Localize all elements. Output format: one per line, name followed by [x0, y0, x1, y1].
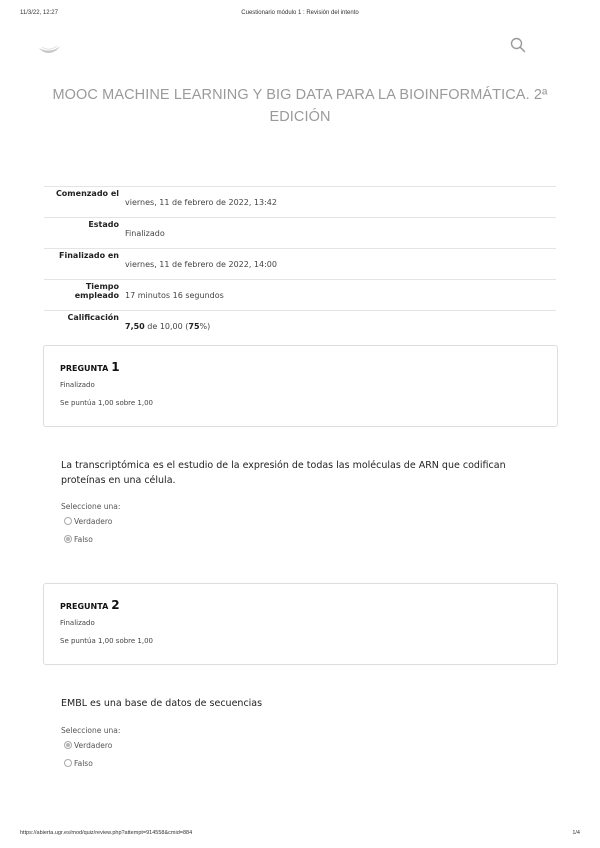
summary-value: 17 minutos 16 segundos	[125, 291, 224, 300]
grade-of: de 10,00 (	[144, 322, 189, 331]
grade-value	[125, 322, 210, 331]
course-title	[40, 84, 560, 128]
radio-unchecked-icon[interactable]	[64, 759, 72, 767]
question-heading	[60, 360, 120, 374]
radio-unchecked-icon[interactable]	[64, 517, 72, 525]
grade-end: %)	[199, 322, 211, 331]
summary-label: Calificación	[67, 313, 119, 322]
radio-checked-icon[interactable]	[64, 535, 72, 543]
question-state: Finalizado	[60, 619, 95, 627]
summary-value: viernes, 11 de febrero de 2022, 13:42	[125, 198, 277, 207]
answer-option-falso[interactable]	[64, 535, 93, 546]
question-label: PREGUNTA	[60, 364, 109, 373]
answer-option-label: Verdadero	[74, 741, 113, 750]
summary-label: Finalizado en	[59, 251, 119, 260]
print-header	[0, 0, 600, 28]
course-title-line2: EDICIÓN	[269, 109, 331, 125]
question-text: EMBL es una base de datos de secuencias	[61, 698, 263, 709]
leaf-swoosh-logo[interactable]	[36, 38, 62, 56]
radio-checked-icon[interactable]	[64, 741, 72, 749]
print-page-title: Cuestionario módulo 1 : Revisión del intento	[241, 10, 359, 16]
question-info-box	[43, 345, 558, 427]
print-footer	[0, 826, 600, 840]
summary-row-grade	[44, 310, 556, 341]
summary-value: viernes, 11 de febrero de 2022, 14:00	[125, 260, 277, 269]
question-info-box	[43, 583, 558, 665]
summary-label: Tiempo empleado	[74, 282, 119, 300]
grade-percent: 75	[188, 322, 200, 331]
question-number: 1	[111, 360, 120, 374]
answer-prompt: Seleccione una:	[61, 726, 121, 735]
summary-row-state	[44, 217, 556, 248]
question-grade: Se puntúa 1,00 sobre 1,00	[60, 637, 154, 645]
summary-label: Comenzado el	[55, 189, 119, 198]
print-page-number: 1/4	[572, 830, 580, 836]
question-grade: Se puntúa 1,00 sobre 1,00	[60, 399, 154, 407]
print-date: 11/3/22, 12:27	[20, 10, 58, 16]
attempt-summary-table	[44, 186, 556, 341]
answer-option-label: Verdadero	[74, 517, 113, 526]
summary-row-started	[44, 186, 556, 217]
answer-option-label: Falso	[74, 759, 93, 768]
summary-row-time	[44, 279, 556, 310]
question-label: PREGUNTA	[60, 602, 109, 611]
question-number: 2	[111, 598, 120, 612]
answer-option-falso[interactable]	[64, 759, 93, 770]
summary-row-finished	[44, 248, 556, 279]
answer-option-verdadero[interactable]	[64, 741, 112, 752]
question-heading	[60, 598, 120, 612]
search-icon[interactable]	[510, 37, 526, 53]
answer-option-label: Falso	[74, 535, 93, 544]
grade-score: 7,50	[125, 322, 145, 331]
course-title-line1: MOOC MACHINE LEARNING Y BIG DATA PARA LA BIOINFORMÁTICA. 2ª	[52, 87, 548, 103]
question-text: La transcriptómica es el estudio de la expresión de todas las moléculas de ARN que codifican proteínas en una célula.	[61, 460, 506, 486]
answer-prompt: Seleccione una:	[61, 502, 121, 511]
answer-option-verdadero[interactable]	[64, 517, 112, 528]
summary-value: Finalizado	[125, 229, 165, 238]
question-state: Finalizado	[60, 381, 95, 389]
print-url: https://abierta.ugr.es/mod/quiz/review.php?attempt=914558&cmid=884	[20, 830, 193, 836]
summary-label: Estado	[88, 220, 119, 229]
